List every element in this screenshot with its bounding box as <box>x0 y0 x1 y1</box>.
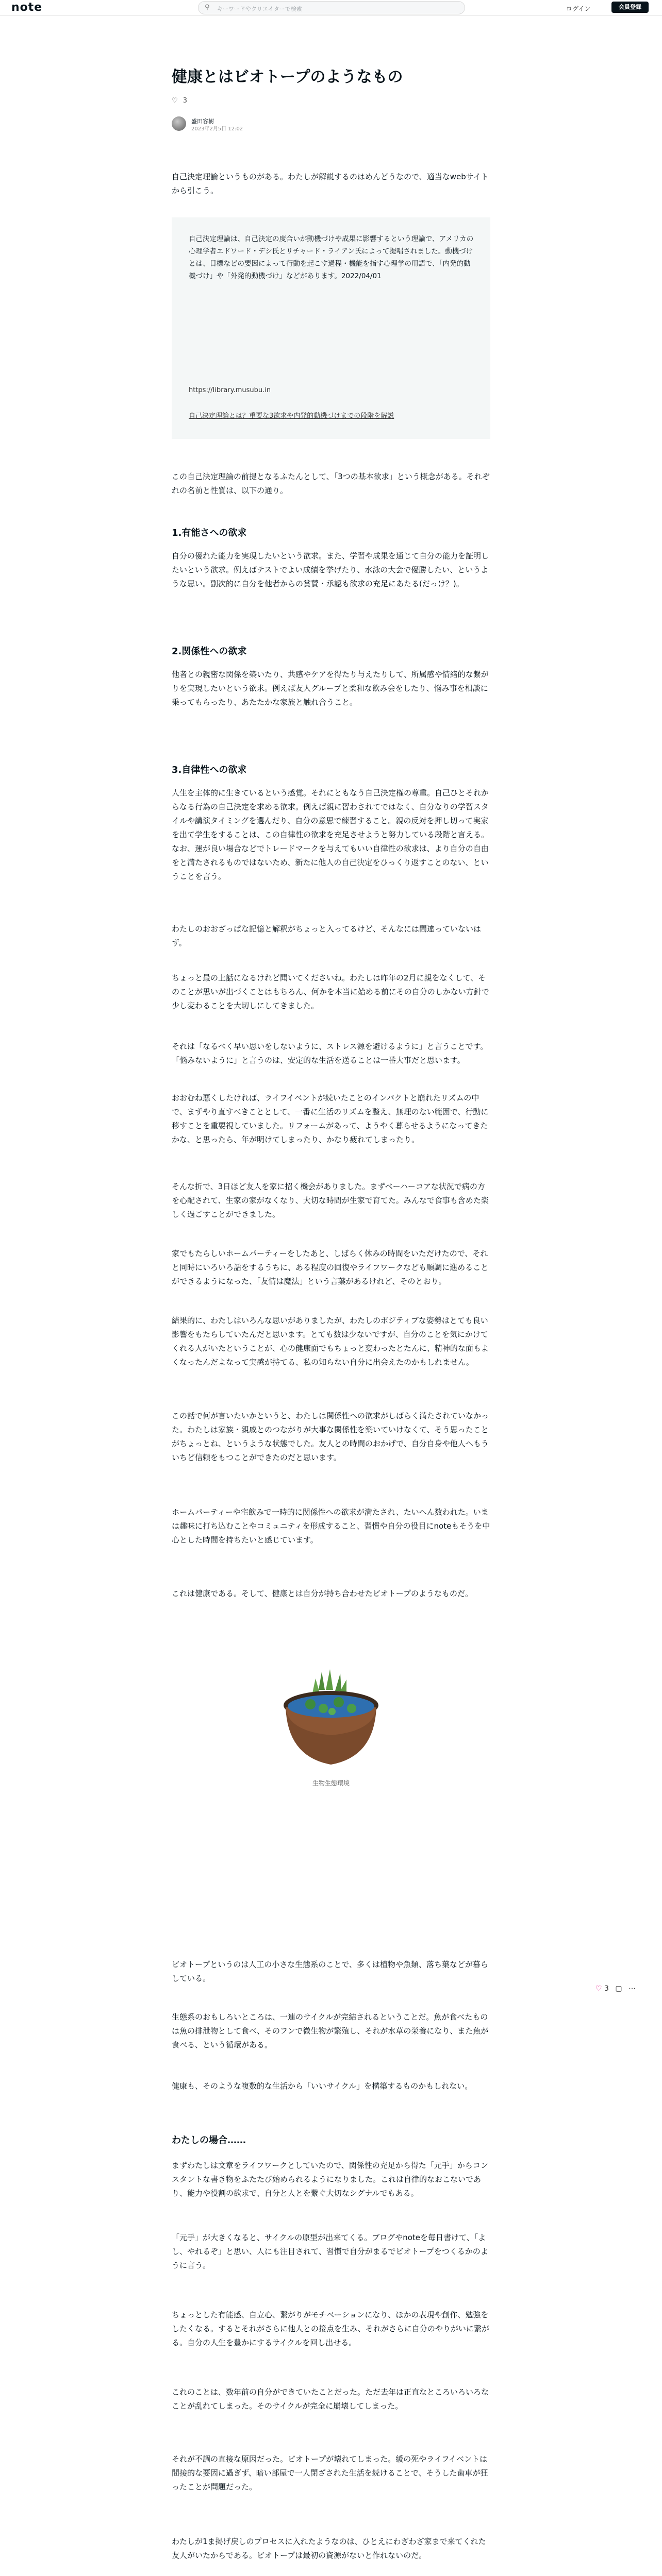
quote-url[interactable]: https://library.musubu.in <box>189 386 271 394</box>
intro-paragraph: 自己決定理論というものがある。わたしが解説するのはめんどうなので、適当なwebサイトから引こう。 <box>172 172 489 195</box>
paragraph: わたしのおおざっぱな記憶と解釈がちょっと入ってるけど、そんなには間違っていないはず。 <box>172 924 482 947</box>
paragraph: まずわたしは文章をライフワークとしていたので、関係性の充足から得た「元手」からコンスタントな書き物をふたたび始められるようになりました。これは自律的なおこないであり、能力や役割の欲求で、自分と人とを繋ぐ大切なシグナルでもある。 <box>172 2161 488 2198</box>
search-placeholder: キーワードやクリエイターで検索 <box>217 6 302 12</box>
paragraph: それは「なるべく早い思いをしないように、ストレス源を避けるように」と言うことです。「悩みないように」と言うのは、安定的な生活を送ることは一番大事だと思います。 <box>172 1042 488 1065</box>
more-icon[interactable]: ⋯ <box>628 1985 636 1993</box>
paragraph: そんな折で、3日ほど友人を家に招く機会がありました。まずベーハーコアな状況で病の方を心配されて、生家の家がなくなり、大切な時間が生家で育てた。みんなで食事も含めた楽しく過ごすことができました。 <box>172 1182 489 1219</box>
section-heading: わたしの場合…… <box>172 2135 246 2146</box>
paragraph: ホームパーティーや宅飲みで一時的に関係性への欲求が満たされ、たいへん数われた。いまは趣味に打ち込むことやコミュニティを形成すること、習慣や自分の役目にnoteもそうを中心とした時間を持ちたいと感じています。 <box>172 1507 490 1545</box>
comment-icon[interactable]: ▢ <box>615 1985 622 1993</box>
paragraph: おおむね悪くしたければ、ライフイベントが続いたことのインパクトと崩れたリズムの中で、まずやり直すべきこととして、一番に生活のリズムを整え、無理のない範囲で、行動に移すことを重要視していました。リフォームがあって、ようやく暮らせるようになってきたかな、と思ったら、年が明けてしまったり、かなり疲れてしまったり。 <box>172 1093 489 1144</box>
paragraph: わたしが1ま掲げ戻しのプロセスに入れたようなのは、ひとえにわざわざ家まで来てくれた友人がいたからである。ビオトープは最初の資源がないと作れないのだ。 <box>172 2537 486 2560</box>
register-button[interactable]: 会員登録 <box>611 2 649 13</box>
section-body: 自分の優れた能力を実現したいという欲求。また、学習や成果を通じて自分の能力を証明したいという欲求。例えばテストでよい成績を挙げたり、水泳の大会で優勝したい、というような思い。副次的に自分を他者からの賞賛・承認も欲求の充足にあたる(だっけ？)。 <box>172 551 489 588</box>
page-title: 健康とはビオトープのようなもの <box>172 68 403 86</box>
biotope-pot-image <box>274 1669 388 1772</box>
paragraph: ビオトープというのは人工の小さな生態系のことで、多くは植物や魚類、落ち葉などが暮らしている。 <box>172 1960 488 1983</box>
quote-link[interactable]: 自己決定理論とは？重要な3欲求や内発的動機づけまでの段階を解説 <box>189 412 394 420</box>
quote-box <box>172 217 490 439</box>
author-name[interactable]: 盛田容樹 <box>191 118 214 125</box>
section-body: 他者との親密な関係を築いたり、共感やケアを得たり与えたりして、所属感や情緒的な繋がりを実現したいという欲求。例えば友人グループと柔和な飲み会をしたり、悩み事を相談に乗ってもらったり、あたたかな家族と触れ合うこと。 <box>172 670 489 707</box>
image-caption: 生物生態環境 <box>312 1780 350 1787</box>
note-logo[interactable]: note <box>11 1 43 14</box>
paragraph: 生態系のおもしろいところは、一連のサイクルが完結されるということだ。魚が食べたものは魚の排泄物として食べ、そのフンで微生物が繁殖し、それが水草の栄養になり、また魚が食べる、という循環がある。 <box>172 2012 489 2049</box>
search-input[interactable] <box>198 1 465 14</box>
paragraph: ちょっとした有能感、自立心、繋がりがモチベーションになり、ほかの表現や創作、勉強をしたくなる。するとそれがさらに他人との接点を生み、それがさらに自分のやりがいに繋がる。自分の人生を豊かにするサイクルを回し出せる。 <box>172 2310 489 2347</box>
paragraph: この話で何が言いたいかというと、わたしは関係性への欲求がしばらく満たされていなかった。わたしは家族・親戚とのつながりが大事な関係性を築いていけなくて、そう思ったことがちょっとね、というような状態でした。友人との時間のおかげで、自分自身や他人へもういちど信頼をもつことができたのだと思います。 <box>172 1411 489 1462</box>
paragraph: 健康も、そのような複数的な生活から「いいサイクル」を構築するものかもしれない。 <box>172 2081 473 2091</box>
quote-text: 自己決定理論は、自己決定の度合いが動機づけや成果に影響するという理論で、アメリカの心理学者エドワード・デシ氏とリチャード・ライアン氏によって提唱されました。動機づけとは、目標などの要因によって行動を起こす過程・機能を指す心理学の用語で、「内発的動機づけ」や「外発的動機づけ」などがあります。2022/04/01 <box>189 235 474 280</box>
paragraph: これのことは、数年前の自分ができていたことだった。ただ去年は正直なところいろいろなことが乱れてしまった。そのサイクルが完全に崩壊してしまった。 <box>172 2387 489 2411</box>
section-body: 人生を主体的に生きているという感覚。それにともなう自己決定権の尊重。自己ひとそれからなる行為の自己決定を求める欲求。例えば親に習わされてではなく、自分なりの学習スタイルや講演タイミングを選んだり、自分の意思で練習すること。親の反対を押し切って実家を出て学生をすることは、この自律性の欲求を充足させようと努力している段階と言える。なお、運が良い場合などでトレードマークを与えてもいい自律性の欲求は、より自分の自由をと満たされるものではないため、新たに他人の自己決定をひっくり返すことのない、ということを言う。 <box>172 788 489 881</box>
paragraph: この自己決定理論の前提となるふたんとして、「3つの基本欲求」という概念がある。それぞれの名前と性質は、以下の通り。 <box>172 472 490 495</box>
title-like-count: 3 <box>183 97 188 105</box>
site-header <box>0 0 662 16</box>
heart-icon[interactable]: ♡ <box>172 97 178 105</box>
side-like-count: 3 <box>604 1985 609 1993</box>
avatar[interactable] <box>172 116 186 131</box>
paragraph: これは健康である。そして、健康とは自分が持ち合わせたビオトープのようなものだ。 <box>172 1589 473 1598</box>
paragraph: 家でもたらしいホームパーティーをしたあと、しばらく休みの時間をいただけたので、それと同時にいろいろ話をするうちに、ある程度の回復やライフワークなども順調に進めることができるようになった、「友情は魔法」という言葉があるけれど、そのとおり。 <box>172 1249 489 1286</box>
side-like-bar[interactable] <box>595 1985 636 1993</box>
section-heading: 1.有能さへの欲求 <box>172 528 247 538</box>
paragraph: ちょっと最の上話になるけれど聞いてくださいね。わたしは昨年の2月に親をなくして、そのことが思いが出づくことはもちろん、何かを本当に始める前にその自分のしかない方針で少し変わることを大切しにしてきました。 <box>172 973 489 1010</box>
paragraph: 結果的に、わたしはいろんな思いがありましたが、わたしのポジティブな姿勢はとても良い影響をもたらしていたんだと思います。とても数は少ないですが、自分のことを気にかけてくれる人がいたということが、心の健康面でもちょっと変わったとたんに、精神的な面もよくなったんだよなって実感が持てる、私の知らない自分に出会えたのかもしれません。 <box>172 1316 489 1367</box>
section-heading: 3.自律性への欲求 <box>172 765 247 775</box>
section-heading: 2.関係性への欲求 <box>172 646 247 657</box>
search-icon: ⚲ <box>205 4 210 11</box>
login-link[interactable]: ログイン <box>566 5 591 12</box>
article-header <box>172 67 490 132</box>
pot-illustration <box>284 1669 378 1765</box>
paragraph: それが不調の直接な原因だった。ビオトープが壊れてしまった。緩の死やライフイベントは間接的な要因に過ぎず、暗い部屋で一人閉ざされた生活を続けることで、そうした歯車が狂ったことが問題だった。 <box>172 2454 488 2492</box>
paragraph: 「元手」が大きくなると、サイクルの原型が出来てくる。ブログやnoteを毎日書けて、「よし、やれるぞ」と思い、人にも注目されて、習慣で自分がまるでビオトープをつくるかのように言う。 <box>172 2233 488 2270</box>
publish-date: 2023年2月5日 12:02 <box>191 126 243 132</box>
heart-icon[interactable]: ♡ <box>595 1985 602 1993</box>
title-like-row[interactable] <box>172 97 187 105</box>
